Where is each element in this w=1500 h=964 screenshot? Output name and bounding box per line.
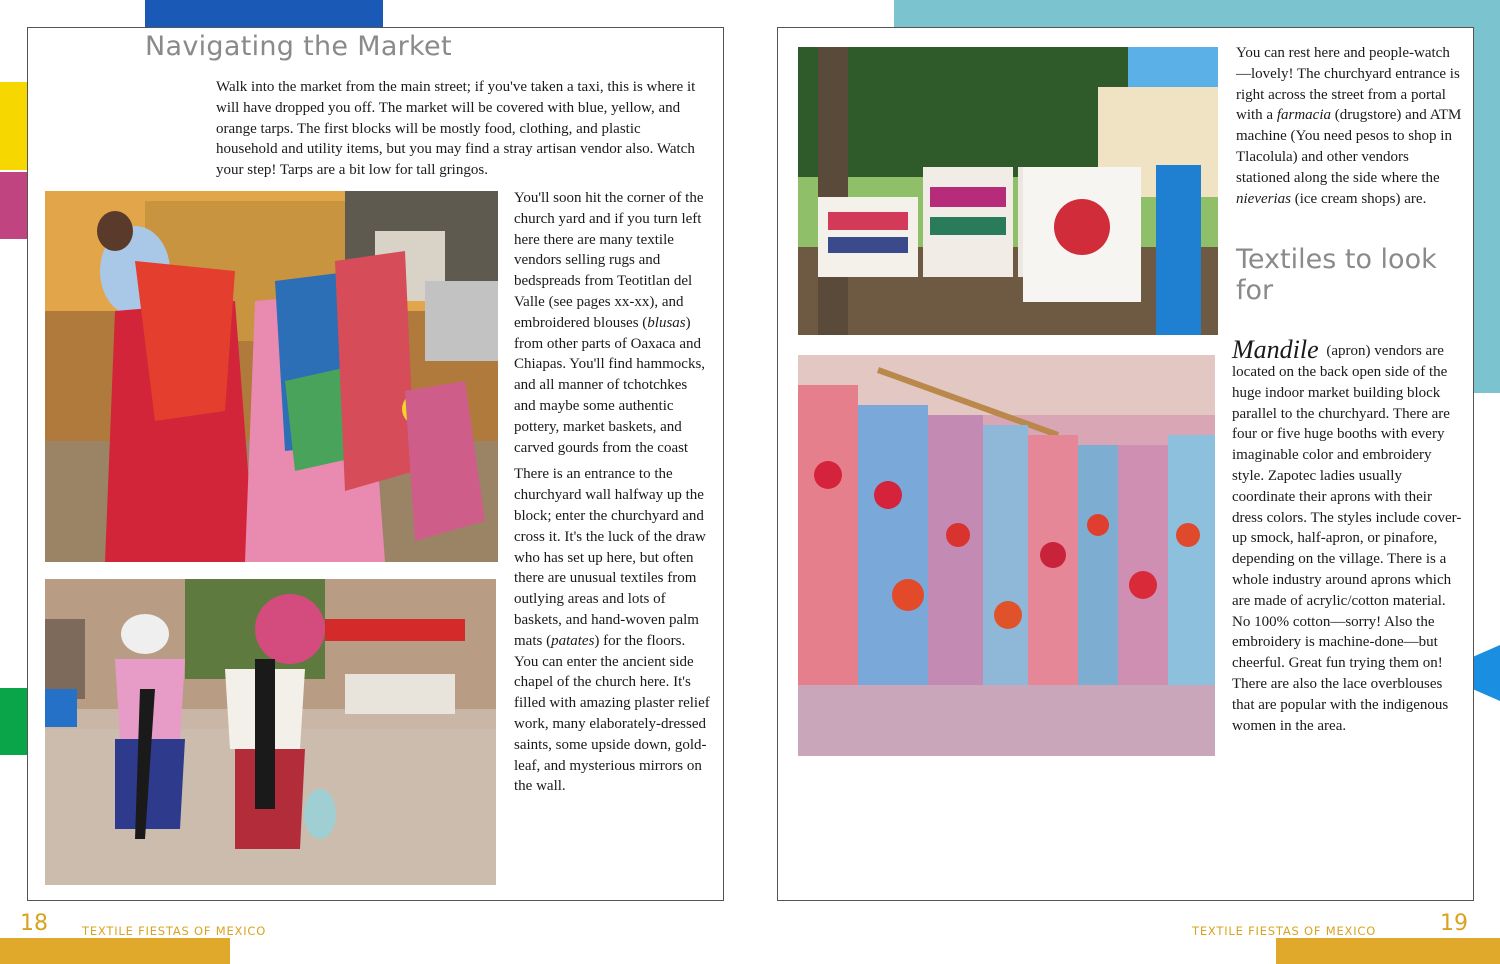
women-walking-photo <box>45 579 496 885</box>
left-yellow-tab <box>0 82 27 170</box>
right-top-text <box>1236 43 1462 215</box>
right-running-footer: TEXTILE FIESTAS OF MEXICO <box>1192 924 1377 938</box>
mandile-paragraph: Mandile (apron) vendors are located on the back open side of the huge indoor market building block parallel to the churchyard. There are four or five huge booths with every imaginable color and embroidery style. Zapotec ladies usually coordinate their aprons with their dress colors. The styles include cover-up smock, half-apron, or pinafore, depending on the village. There is a whole industry around aprons which are made of acrylic/cotton material. No 100% cotton—sorry! Also the embroidery is machine-done—but cheerful. Great fun trying them on! There are also the lace overblouses that are popular with the indigenous women in the area. <box>1232 335 1462 734</box>
mandile-lead-word: Mandile <box>1232 335 1319 364</box>
bottom-right-gold-bar <box>1276 938 1500 964</box>
embroidered-aprons-photo <box>798 355 1215 756</box>
top-teal-accent-bar <box>894 0 1500 27</box>
right-teal-accent-bar <box>1474 27 1500 393</box>
left-running-footer: TEXTILE FIESTAS OF MEXICO <box>82 924 267 938</box>
hanging-blouses-photo <box>798 47 1218 335</box>
left-page-number: 18 <box>20 911 48 936</box>
intro-text: Walk into the market from the main street; if you've taken a taxi, this is where it will have dropped you off. The market will be covered with blue, yellow, and orange tarps. The first blocks will be mostly food, clothing, and plastic household and utility items, but you may find a stray artisan vendor also. Watch your step! Tarps are a bit low for tall gringos. <box>216 79 696 179</box>
right-page-heading: Textiles to look for <box>1236 244 1437 306</box>
left-green-tab <box>0 688 27 755</box>
intro-paragraph <box>216 77 706 187</box>
bottom-left-gold-bar <box>0 938 230 964</box>
left-column-text <box>514 188 712 803</box>
left-magenta-tab <box>0 172 27 239</box>
left-page-heading: Navigating the Market <box>145 31 452 62</box>
vendors-paragraph: You'll soon hit the corner of the church yard and if you turn left here there are many textile vendors selling rugs and bedspreads from Teotitlan del Valle (see pages xx-xx), and embroidered blouses (blusas) from other parts of Oaxaca and Chiapas. You'll find hammocks, and all manner of tchotchkes and maybe some authentic pottery, market baskets, and carved gourds from the coast <box>514 190 706 456</box>
churchyard-paragraph: There is an entrance to the churchyard wall halfway up the block; enter the churchyard and cross it. It's the luck of the draw who has set up here, but often there are unusual textiles from outlying areas and lots of baskets, and hand-woven palm mats (patates) for the floors. You can enter the ancient side chapel of the church here. It's filled with amazing plaster relief work, many elaborately-dressed saints, some upside down, gold-leaf, and mysterious mirrors on the wall. <box>514 466 710 795</box>
top-blue-accent-bar <box>145 0 383 27</box>
right-page-number: 19 <box>1440 911 1468 936</box>
market-vendors-photo <box>45 191 498 562</box>
mandile-text <box>1232 335 1464 742</box>
rest-paragraph: You can rest here and people-watch—lovely! The churchyard entrance is right across the street from a portal with a farmacia (drugstore) and ATM machine (You need pesos to shop in Tlacolula) and other vendors stationed along the side where the nieverias (ice cream shops) are. <box>1236 45 1462 207</box>
